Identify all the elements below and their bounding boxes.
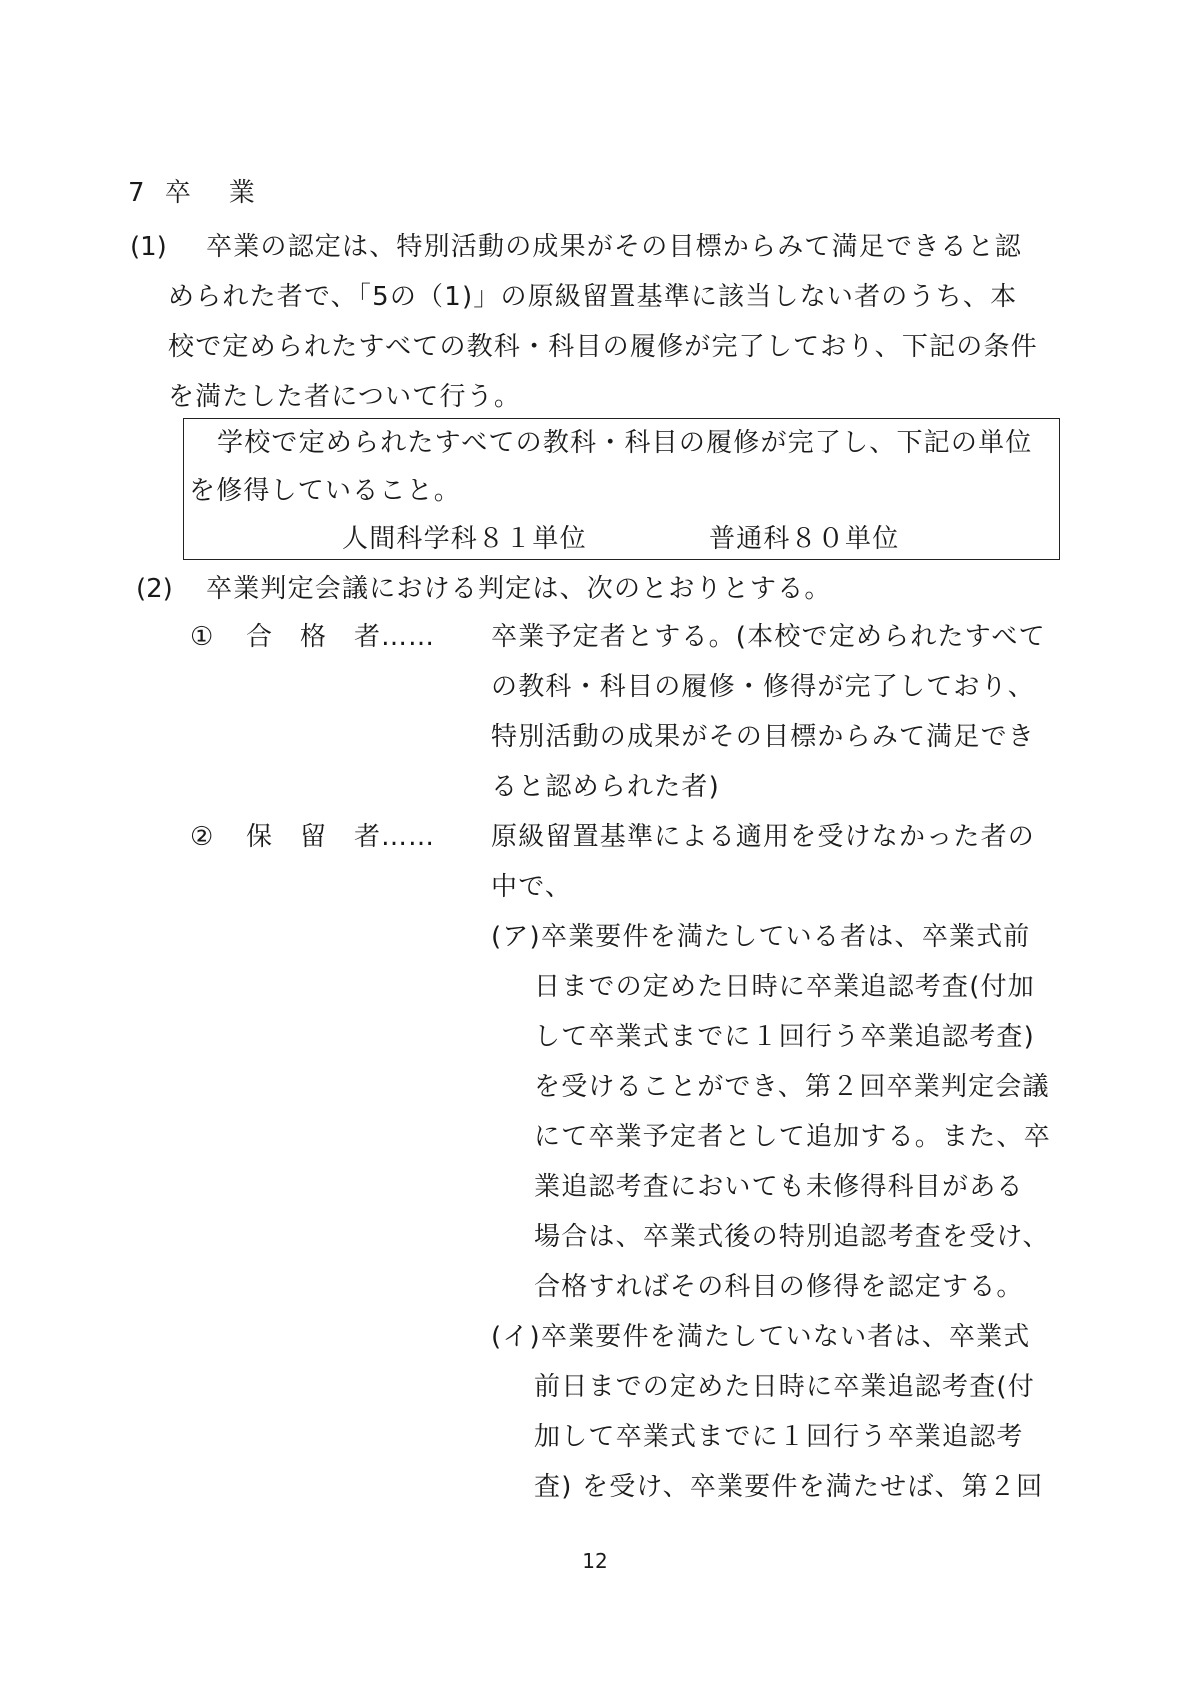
sub-item-b-line: 前日までの定めた日時に卒業追認考査(付	[534, 1372, 1035, 1402]
sub-item-a-line: にて卒業予定者として追加する。また、卒	[534, 1122, 1051, 1152]
requirement-line: を修得していること。	[189, 476, 462, 506]
sub-item-b-line: (イ)卒業要件を満たしていない者は、卒業式	[491, 1322, 1031, 1352]
item-line: 卒業予定者とする。(本校で定められたすべて	[491, 622, 1046, 652]
item-label-pass: 合 格 者……	[246, 622, 436, 652]
sub-item-a-line: 合格すればその科目の修得を認定する。	[534, 1272, 1024, 1302]
sub-item-a-line: を受けることができ、第２回卒業判定会議	[534, 1072, 1050, 1102]
paragraph-line: 卒業判定会議における判定は、次のとおりとする。	[206, 574, 832, 604]
paragraph-number: (1)	[130, 232, 167, 262]
item-line: 特別活動の成果がその目標からみて満足でき	[491, 722, 1036, 752]
sub-item-a-line: して卒業式までに１回行う卒業追認考査)	[534, 1022, 1035, 1052]
paragraph-line: を満たした者について行う。	[168, 382, 522, 412]
paragraph-line: 卒業の認定は、特別活動の成果がその目標からみて満足できると認	[206, 232, 1023, 262]
sub-item-a-line: 業追認考査においても未修得科目がある	[534, 1172, 1024, 1202]
item-line: ると認められた者)	[491, 772, 720, 802]
requirement-line: 学校で定められたすべての教科・科目の履修が完了し、下記の単位	[217, 428, 1033, 458]
sub-item-a-line: 場合は、卒業式後の特別追認考査を受け、	[534, 1222, 1050, 1252]
page-number: 12	[582, 1549, 608, 1573]
sub-item-b-line: 加して卒業式までに１回行う卒業追認考	[534, 1422, 1024, 1452]
paragraph-number: (2)	[136, 574, 173, 604]
sub-item-a-line: 日までの定めた日時に卒業追認考査(付加	[534, 972, 1035, 1002]
credits-humanities: 人間科学科８１単位	[342, 524, 587, 554]
paragraph-line: められた者で、「5の（1)」の原級留置基準に該当しない者のうち、本	[168, 282, 1018, 312]
sub-item-b-line: 査) を受け、卒業要件を満たせば、第２回	[534, 1472, 1044, 1502]
sub-item-a-line: (ア)卒業要件を満たしている者は、卒業式前	[491, 922, 1031, 952]
credits-general: 普通科８０単位	[709, 524, 900, 554]
item-line: の教科・科目の履修・修得が完了しており、	[491, 672, 1036, 702]
section-heading: 7 卒 業	[128, 178, 261, 208]
paragraph-line: 校で定められたすべての教科・科目の履修が完了しており、下記の条件	[168, 332, 1038, 362]
item-line: 中で、	[491, 872, 573, 902]
item-line: 原級留置基準による適用を受けなかった者の	[491, 822, 1036, 852]
item-label-pending: 保 留 者……	[246, 822, 436, 852]
item-mark: ②	[190, 822, 214, 852]
item-mark: ①	[190, 622, 214, 652]
